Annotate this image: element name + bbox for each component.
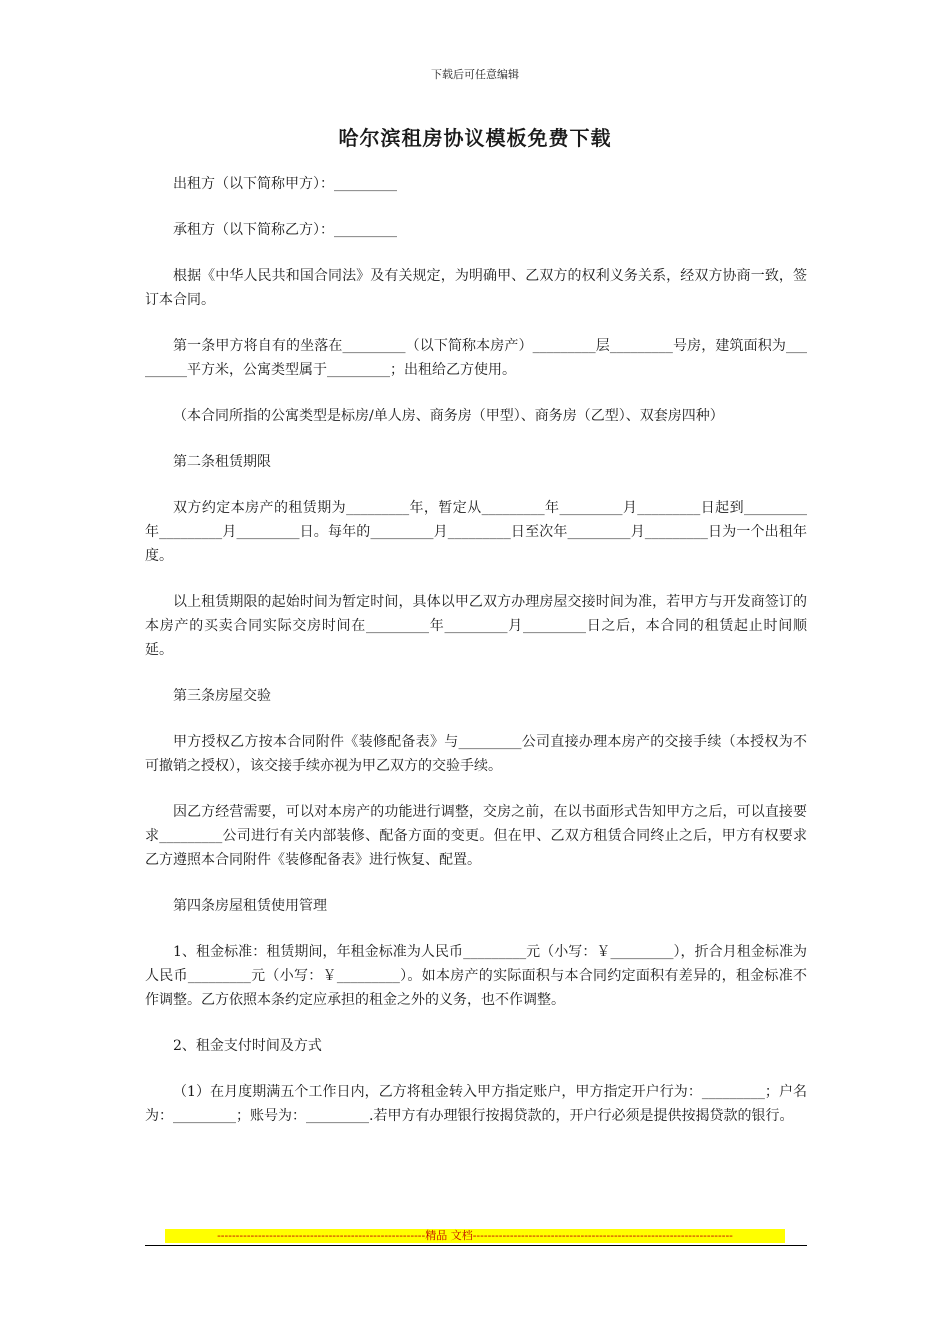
paragraph-lease-term: 双方约定本房产的租赁期为_________年，暂定从_________年_________月_________日起到_________年_________月_________日。每年的_________月_________日至次年_________月_________日为一个出租年度。: [145, 500, 807, 564]
footer-divider: [145, 1245, 807, 1246]
paragraph-rent-standard: 1、租金标准：租赁期间，年租金标准为人民币_________元（小写：￥_________），折合月租金标准为人民币_________元（小写：￥_________）。如本房产的实际面积与本合同约定面积有差异的，租金标准不作调整。乙方依照本条约定应承担的租金之外的义务，也不作调整。: [145, 944, 807, 1008]
heading-article-2: 第二条租赁期限: [173, 454, 271, 470]
header-note: 下载后可任意编辑: [431, 68, 519, 81]
paragraph-apartment-types: （本合同所指的公寓类型是标房/单人房、商务房（甲型）、商务房（乙型）、双套房四种）: [173, 408, 724, 424]
document-title: 哈尔滨租房协议模板免费下载: [338, 126, 612, 150]
page-footer: [145, 1229, 807, 1246]
paragraph-article-1: 第一条甲方将自有的坐落在_________（以下简称本房产）_________层_________号房，建筑面积为_________平方米，公寓类型属于_________；出租给乙方使用。: [145, 338, 807, 378]
paragraph-lessee: 承租方（以下简称乙方）：_________: [173, 222, 397, 238]
heading-article-4: 第四条房屋租赁使用管理: [173, 898, 327, 914]
footer-watermark-bar: --------------------------------------------------------精品 文档----------------------------------------------------------------------: [165, 1229, 785, 1243]
paragraph-lessor: 出租方（以下简称甲方）：_________: [173, 176, 397, 192]
paragraph-term-note: 以上租赁期限的起始时间为暂定时间，具体以甲乙双方办理房屋交接时间为准，若甲方与开发商签订的本房产的买卖合同实际交房时间在_________年_________月_________日之后，本合同的租赁起止时间顺延。: [145, 594, 807, 658]
heading-article-3: 第三条房屋交验: [173, 688, 271, 704]
paragraph-preamble: 根据《中华人民共和国合同法》及有关规定，为明确甲、乙双方的权利义务关系，经双方协商一致，签订本合同。: [145, 268, 807, 308]
heading-payment: 2、租金支付时间及方式: [173, 1038, 322, 1054]
paragraph-payment-method: （1）在月度期满五个工作日内，乙方将租金转入甲方指定账户，甲方指定开户行为：_________；户名为：_________；账号为：_________.若甲方有办理银行按揭贷款的，开户行必须是提供按揭贷款的银行。: [145, 1084, 807, 1124]
paragraph-handover: 甲方授权乙方按本合同附件《装修配备表》与_________公司直接办理本房产的交接手续（本授权为不可撤销之授权），该交接手续亦视为甲乙双方的交验手续。: [145, 734, 807, 774]
document-body: [145, 172, 807, 1150]
paragraph-modifications: 因乙方经营需要，可以对本房产的功能进行调整，交房之前，在以书面形式告知甲方之后，可以直接要求_________公司进行有关内部装修、配备方面的变更。但在甲、乙双方租赁合同终止之后，甲方有权要求乙方遵照本合同附件《装修配备表》进行恢复、配置。: [145, 804, 807, 868]
